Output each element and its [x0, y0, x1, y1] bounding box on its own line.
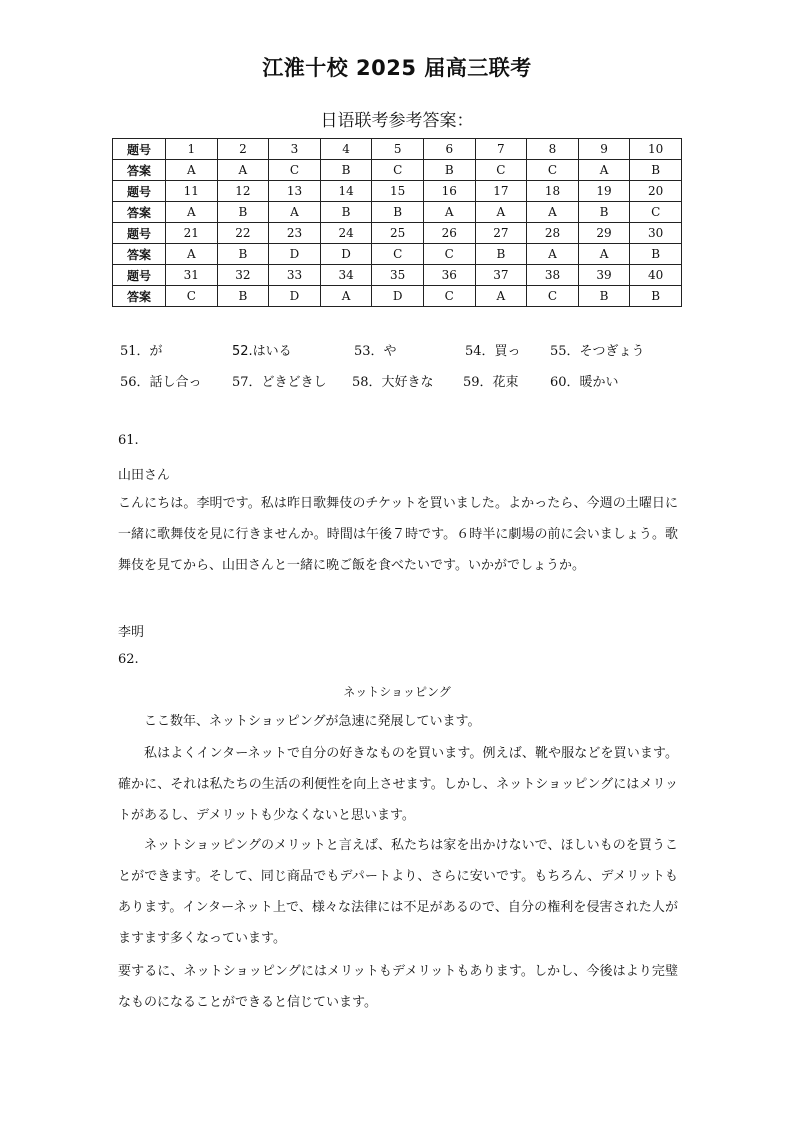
answer-table-cell: 29 — [578, 223, 630, 244]
answer-table-cell: A — [320, 286, 372, 307]
fill-answer-58: 58．大好きな — [352, 375, 434, 390]
fill-answer-60: 60．暖かい — [550, 375, 619, 390]
answer-table-cell: A — [475, 286, 527, 307]
answer-table-cell: B — [217, 286, 269, 307]
answer-table-row-label: 题号 — [113, 139, 166, 160]
answer-table-cell: 35 — [372, 265, 424, 286]
answer-table-row — [113, 202, 682, 223]
answer-table-row — [113, 181, 682, 202]
answer-table-row-label: 答案 — [113, 202, 166, 223]
answer-table-cell: 21 — [166, 223, 218, 244]
answer-table-cell: 27 — [475, 223, 527, 244]
answer-table-cell: B — [217, 202, 269, 223]
answer-table-cell: 11 — [166, 181, 218, 202]
answer-table-cell: C — [423, 286, 475, 307]
fill-answer-51: 51．が — [120, 344, 163, 359]
answer-table-cell: 6 — [423, 139, 475, 160]
fill-answer-59: 59．花束 — [463, 375, 519, 390]
answer-table-row-label: 题号 — [113, 223, 166, 244]
fill-answer-54: 54．買っ — [465, 344, 521, 359]
answer-table-cell: B — [423, 160, 475, 181]
answer-table-cell: 30 — [630, 223, 682, 244]
answer-table-cell: A — [166, 202, 218, 223]
q62-number: 62. — [118, 652, 139, 667]
answer-table-cell: 9 — [578, 139, 630, 160]
answer-table-cell: C — [527, 286, 579, 307]
answer-table-cell: 1 — [166, 139, 218, 160]
answer-table-cell: 7 — [475, 139, 527, 160]
answer-table-cell: C — [166, 286, 218, 307]
answer-table-cell: C — [630, 202, 682, 223]
answer-table-cell: 14 — [320, 181, 372, 202]
answer-table-cell: A — [527, 244, 579, 265]
answer-table-cell: D — [269, 286, 321, 307]
answer-table-cell: A — [166, 160, 218, 181]
answer-table-cell: 33 — [269, 265, 321, 286]
answer-table-cell: 38 — [527, 265, 579, 286]
answer-table-row — [113, 139, 682, 160]
answer-table-cell: 2 — [217, 139, 269, 160]
answer-table-cell: 37 — [475, 265, 527, 286]
answer-table-cell: A — [527, 202, 579, 223]
answer-table-cell: 4 — [320, 139, 372, 160]
fill-answer-56: 56．話し合っ — [120, 375, 202, 390]
answer-table-cell: 10 — [630, 139, 682, 160]
answer-table-cell: 19 — [578, 181, 630, 202]
fill-answer-53: 53．や — [354, 344, 397, 359]
answer-table-cell: C — [372, 244, 424, 265]
answer-table-cell: 12 — [217, 181, 269, 202]
answer-table-cell: C — [423, 244, 475, 265]
q61-signature: 李明 — [118, 625, 145, 640]
document-subtitle: 日语联考参考答案： — [320, 111, 474, 131]
answer-table-cell: B — [630, 244, 682, 265]
answer-table-cell: 24 — [320, 223, 372, 244]
answer-table-cell: 25 — [372, 223, 424, 244]
q61-salutation: 山田さん — [118, 468, 171, 483]
answer-table-cell: 13 — [269, 181, 321, 202]
answer-table-cell: 20 — [630, 181, 682, 202]
q62-paragraph-3: ネットショッピングのメリットと言えば、私たちは家を出かけないで、ほしいものを買うことができます。そして、同じ商品でもデパートより、さらに安いです。もちろん、デメリットもあります。インターネット上で、様々な法律には不足があるので、自分の権利を侵害された人がますます多くなっています。 — [118, 838, 678, 946]
q62-paragraph-4: 要するに、ネットショッピングにはメリットもデメリットもあります。しかし、今後はより完璧なものになることができると信じています。 — [118, 964, 678, 1010]
answer-table-cell: A — [475, 202, 527, 223]
answer-table-cell: 22 — [217, 223, 269, 244]
q61-letter-body: こんにちは。李明です。私は昨日歌舞伎のチケットを買いました。よかったら、今週の土曜日に一緒に歌舞伎を見に行きませんか。時間は午後７時です。６時半に劇場の前に会いましょう。歌舞伎を見てから、山田さんと一緒に晩ご飯を食べたいです。いかがでしょうか。 — [118, 496, 678, 573]
answer-table-cell: 34 — [320, 265, 372, 286]
answer-table-cell: B — [630, 160, 682, 181]
q61-number: 61. — [118, 433, 139, 448]
answer-table-cell: 36 — [423, 265, 475, 286]
answer-table-cell: 17 — [475, 181, 527, 202]
answer-table-cell: 28 — [527, 223, 579, 244]
answer-table-cell: C — [372, 160, 424, 181]
answer-table-cell: A — [578, 160, 630, 181]
answer-table-row — [113, 223, 682, 244]
answer-table-cell: 31 — [166, 265, 218, 286]
q62-paragraph-1: ここ数年、ネットショッピングが急速に発展しています。 — [144, 714, 481, 729]
answer-table-cell: 26 — [423, 223, 475, 244]
answer-table-row-label: 题号 — [113, 265, 166, 286]
answer-table-cell: D — [320, 244, 372, 265]
answer-table-cell: B — [475, 244, 527, 265]
fill-answer-55: 55．そつぎょう — [550, 344, 645, 359]
answer-table-row — [113, 244, 682, 265]
q62-paragraph-2: 私はよくインターネットで自分の好きなものを買います。例えば、靴や服などを買います。確かに、それは私たちの生活の利便性を向上させます。しかし、ネットショッピングにはメリットがあるし、デメリットも少なくないと思います。 — [118, 746, 678, 823]
answer-table-cell: 32 — [217, 265, 269, 286]
document-title: 江淮十校 2025 届高三联考 — [262, 56, 532, 80]
answer-table-cell: 23 — [269, 223, 321, 244]
answer-table-cell: A — [423, 202, 475, 223]
answer-table — [112, 138, 682, 307]
answer-table-row — [113, 265, 682, 286]
answer-table-cell: B — [320, 202, 372, 223]
fill-answer-57: 57．どきどきし — [232, 375, 327, 390]
answer-table-cell: D — [372, 286, 424, 307]
answer-table-cell: B — [630, 286, 682, 307]
answer-table-cell: C — [269, 160, 321, 181]
answer-table-cell: 16 — [423, 181, 475, 202]
answer-table-cell: C — [475, 160, 527, 181]
answer-table-cell: C — [527, 160, 579, 181]
answer-table-cell: B — [320, 160, 372, 181]
answer-table-cell: A — [578, 244, 630, 265]
answer-table-cell: 18 — [527, 181, 579, 202]
answer-table-cell: A — [217, 160, 269, 181]
answer-table-cell: 15 — [372, 181, 424, 202]
answer-table-cell: 3 — [269, 139, 321, 160]
answer-table-row-label: 题号 — [113, 181, 166, 202]
answer-table-cell: 39 — [578, 265, 630, 286]
fill-answer-52: 52.はいる — [232, 344, 292, 359]
answer-table-cell: B — [372, 202, 424, 223]
q62-essay-title: ネットショッピング — [343, 685, 451, 699]
answer-table-cell: 40 — [630, 265, 682, 286]
answer-table-row-label: 答案 — [113, 286, 166, 307]
answer-table-cell: 5 — [372, 139, 424, 160]
answer-table-row-label: 答案 — [113, 160, 166, 181]
answer-table-cell: B — [578, 202, 630, 223]
answer-table-row-label: 答案 — [113, 244, 166, 265]
answer-table-cell: B — [217, 244, 269, 265]
answer-table-cell: A — [166, 244, 218, 265]
answer-table-cell: D — [269, 244, 321, 265]
answer-table-cell: A — [269, 202, 321, 223]
answer-table-row — [113, 286, 682, 307]
answer-table-row — [113, 160, 682, 181]
answer-table-cell: 8 — [527, 139, 579, 160]
answer-table-cell: B — [578, 286, 630, 307]
